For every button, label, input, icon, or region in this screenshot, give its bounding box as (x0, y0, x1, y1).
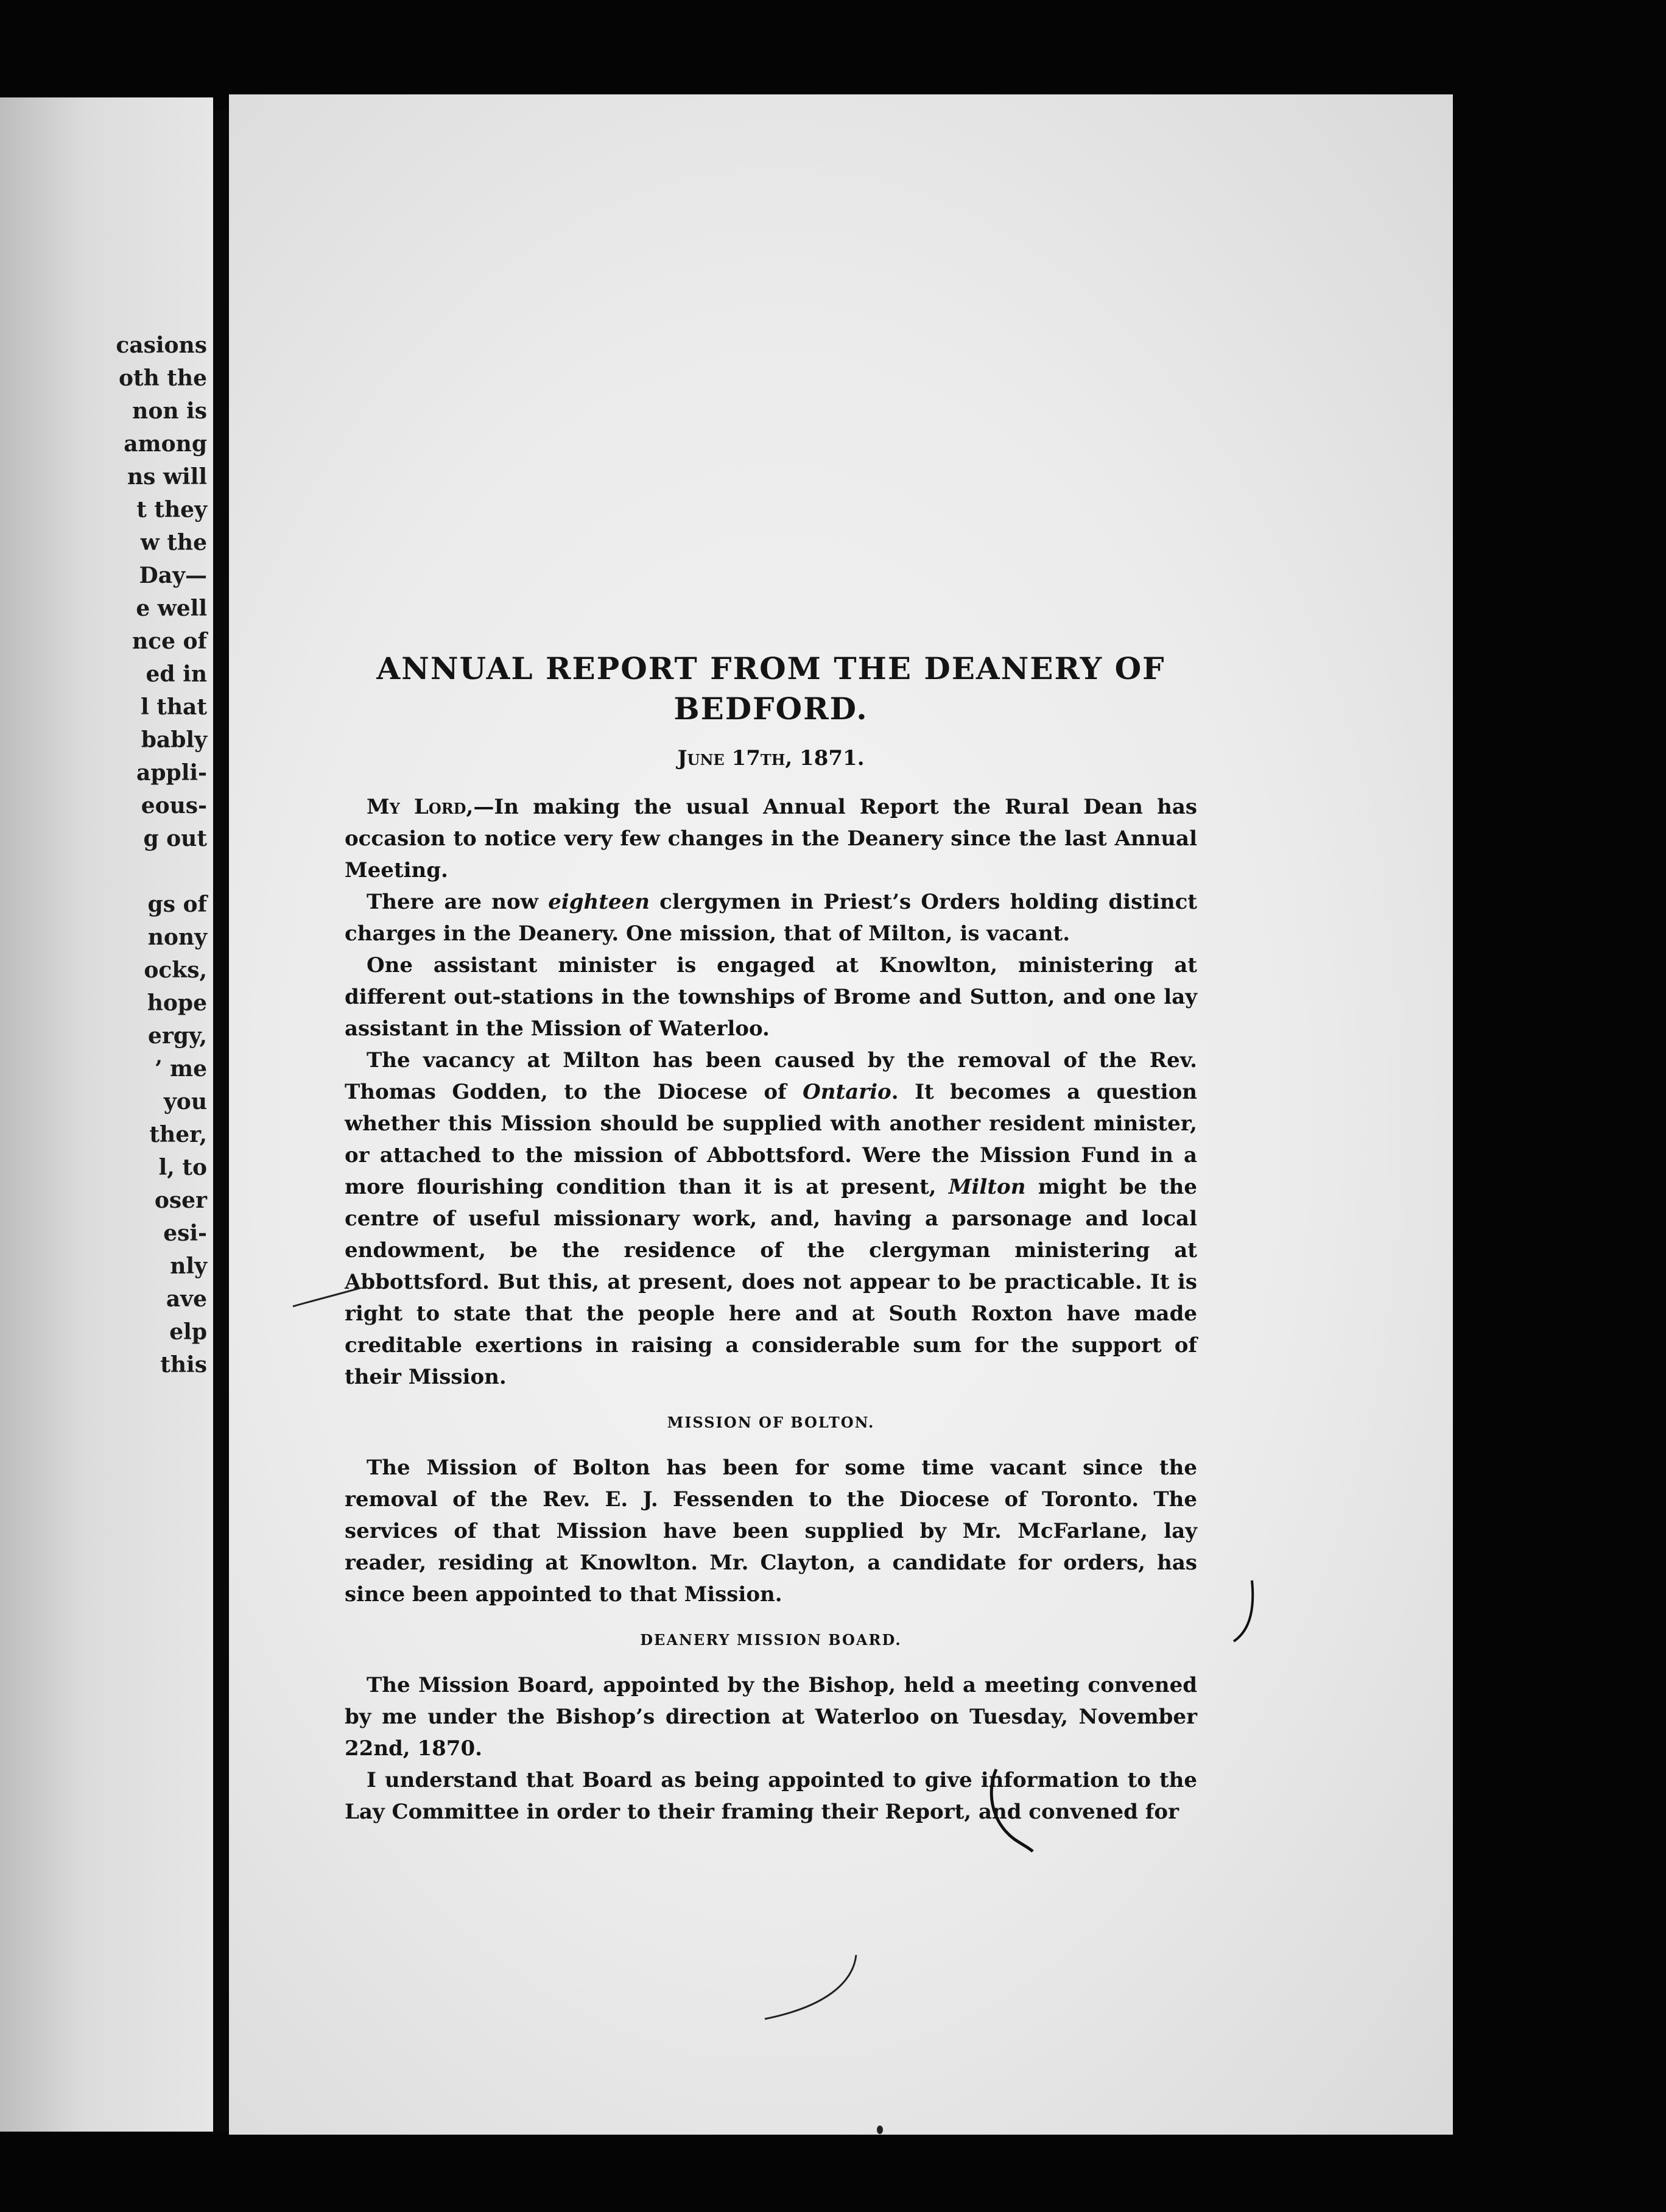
salutation: My Lord, (367, 795, 474, 819)
assistant-paragraph: One assistant minister is engaged at Knowlton, ministering at different out-stations in the townships of Brome and Sutton, and one lay assistant in the Mission of Waterloo. (345, 953, 1197, 1041)
previous-page-line: you (163, 1089, 207, 1115)
previous-page-line: ns will (127, 464, 207, 490)
previous-page-line: oser (154, 1188, 207, 1213)
previous-page-line: g out (143, 826, 207, 851)
pen-mark-bracket (984, 1766, 1039, 1858)
previous-page-line: among (124, 431, 207, 457)
milton-paragraph (345, 1044, 1197, 1393)
previous-page-line: gs of (147, 892, 207, 917)
bolton-heading: MISSION OF BOLTON. (667, 1414, 875, 1431)
board-heading: DEANERY MISSION BOARD. (640, 1631, 902, 1649)
previous-page-line: ergy, (147, 1023, 207, 1049)
report-content (345, 649, 1197, 1828)
pen-mark-bottom (753, 1952, 862, 2025)
clergy-text-before: There are now (367, 890, 549, 914)
clergy-count: eighteen (548, 890, 650, 914)
previous-page-line: appli- (136, 760, 207, 786)
previous-page-line: ’ me (154, 1056, 207, 1082)
previous-page-line: Day— (139, 563, 207, 588)
previous-page-line (0, 855, 207, 888)
page-gutter (213, 110, 229, 2132)
report-title: ANNUAL REPORT FROM THE DEANERY OF BEDFORD. (376, 650, 1165, 727)
report-page (229, 94, 1453, 2135)
intro-paragraph (345, 791, 1197, 886)
previous-page-line: nce of (132, 629, 207, 654)
previous-page-line: eous- (141, 793, 207, 819)
previous-page-line: ed in (146, 661, 207, 687)
previous-page-line: elp (169, 1319, 207, 1345)
milton-text-1: The vacancy at Milton has been caused by the removal of the Rev. Thomas Godden, to the Diocese of (345, 1048, 1197, 1104)
ink-dot (877, 2126, 883, 2134)
intro-text: —In making the usual Annual Report the Rural Dean has occasion to notice very few changes in the Deanery since the last Annual Meeting. (345, 795, 1198, 882)
previous-page (0, 97, 213, 2132)
previous-page-line: l that (141, 694, 207, 720)
previous-page-line: ocks, (144, 957, 207, 983)
previous-page-line: w the (140, 530, 207, 555)
milton-text-3: might be the centre of useful missionary work, and, having a parsonage and local endowment, be the residence of the clergyman ministering at Abbottsford. But this, at present, does not appear to be practicable. It is right to state that the people here and at South Roxton have made creditable exertions in raising a considerable sum for the support of their Mission. (345, 1175, 1197, 1389)
milton-text-2: . It becomes a question whether this Mission should be supplied with another resident minister, or attached to the mission of Abbottsford. Were the Mission Fund in a more flourishing condition than it is at present, (345, 1080, 1197, 1199)
previous-page-line: ave (166, 1286, 207, 1312)
previous-page-line: t they (136, 497, 207, 523)
ontario-text: Ontario (803, 1080, 891, 1104)
bolton-paragraph: The Mission of Bolton has been for some time vacant since the removal of the Rev. E. J. Fessenden to the Diocese of Toronto. The services of that Mission have been supplied by Mr. McFarlane, lay reader, residing at Knowlton. Mr. Clayton, a candidate for orders, has since been appointed to that Mission. (345, 1456, 1197, 1607)
previous-page-line: nony (147, 925, 207, 950)
previous-page-line: hope (147, 990, 207, 1016)
previous-page-line: oth the (118, 365, 207, 391)
pen-mark-right (1228, 1574, 1264, 1647)
previous-page-line: ther, (149, 1122, 207, 1147)
board-paragraph-2: I understand that Board as being appointed to give information to the Lay Committee in order to their framing their Report, and convened for (345, 1768, 1197, 1824)
previous-page-line: l, to (158, 1155, 207, 1180)
previous-page-line: e well (136, 596, 207, 621)
clergy-text-after: clergymen in Priest’s Orders holding distinct charges in the Deanery. One mission, that of Milton, is vacant. (345, 890, 1197, 946)
previous-page-text (0, 329, 207, 1381)
board-paragraph-1: The Mission Board, appointed by the Bishop, held a meeting convened by me under the Bishop’s direction at Waterloo on Tuesday, November 22nd, 1870. (345, 1673, 1197, 1761)
previous-page-line: casions (116, 333, 207, 358)
milton-name: Milton (948, 1175, 1026, 1199)
previous-page-line: nly (170, 1253, 207, 1279)
clergy-paragraph (345, 886, 1197, 949)
previous-page-line: esi- (163, 1220, 207, 1246)
report-date: June 17th, 1871. (677, 746, 865, 770)
previous-page-line: non is (132, 398, 207, 424)
pen-mark-left-margin (290, 1282, 363, 1312)
previous-page-line: this (160, 1352, 207, 1378)
previous-page-line: bably (141, 727, 207, 753)
